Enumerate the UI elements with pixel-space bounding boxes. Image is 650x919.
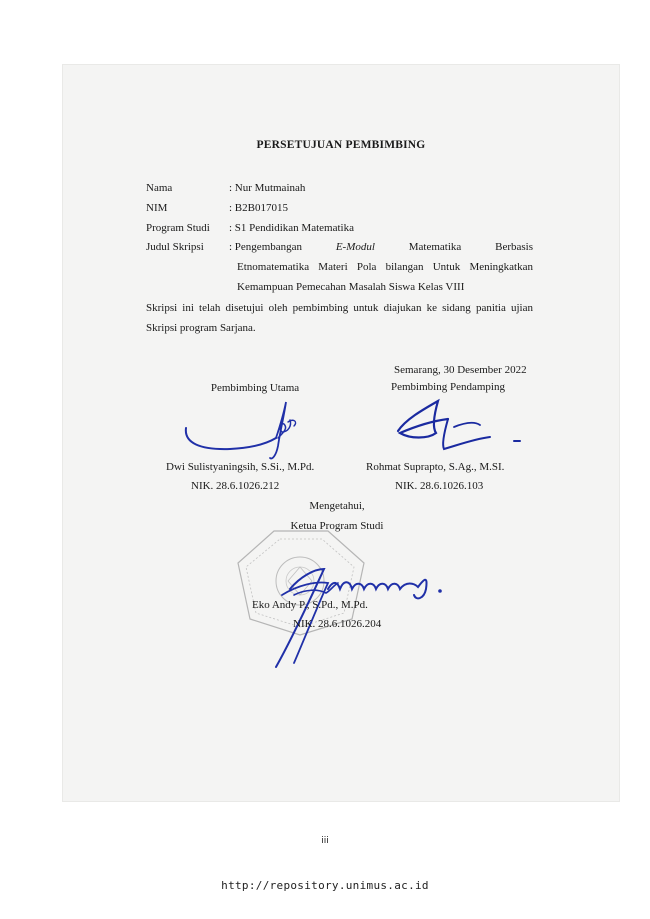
thesis-title-line-2: Etnomatematika Materi Pola bilangan Untuk Meningkatkan bbox=[237, 261, 533, 273]
thesis-title-word-2: E-Modul bbox=[335, 241, 375, 253]
field-label-nama: Nama bbox=[146, 182, 173, 194]
thesis-title-line-3: Kemampuan Pemecahan Masalah Siswa Kelas VIII bbox=[237, 281, 465, 293]
field-value-nama: : Nur Mutmainah bbox=[229, 182, 306, 194]
place-date: Semarang, 30 Desember 2022 bbox=[394, 364, 527, 376]
signature-main-advisor bbox=[180, 398, 330, 462]
field-label-judul: Judul Skripsi bbox=[146, 241, 204, 253]
scanned-page bbox=[62, 64, 620, 802]
acknowledged-label: Mengetahui, bbox=[309, 500, 365, 512]
field-label-nim: NIM bbox=[146, 202, 168, 214]
advisor-main-role: Pembimbing Utama bbox=[210, 382, 300, 394]
thesis-title-line-1 bbox=[229, 240, 533, 254]
approval-statement-line-1: Skripsi ini telah disetujui oleh pembimbing untuk diajukan ke sidang panitia ujian bbox=[146, 302, 533, 314]
advisor-main-nik: NIK. 28.6.1026.212 bbox=[191, 480, 280, 492]
field-label-prodi: Program Studi bbox=[146, 222, 210, 234]
advisor-main-name: Dwi Sulistyaningsih, S.Si., M.Pd. bbox=[166, 461, 315, 473]
head-role: Ketua Program Studi bbox=[290, 520, 384, 532]
field-value-prodi: : S1 Pendidikan Matematika bbox=[229, 222, 354, 234]
thesis-title-word-4: Berbasis bbox=[495, 241, 533, 253]
head-nik: NIK. 28.6.1026.204 bbox=[293, 618, 382, 630]
advisor-second-nik: NIK. 28.6.1026.103 bbox=[395, 480, 484, 492]
advisor-second-role: Pembimbing Pendamping bbox=[391, 381, 505, 393]
thesis-title-word-1: : Pengembangan bbox=[229, 241, 303, 253]
thesis-title-word-3: Matematika bbox=[408, 241, 462, 253]
document-title: PERSETUJUAN PEMBIMBING bbox=[256, 139, 426, 151]
advisor-second-name: Rohmat Suprapto, S.Ag., M.SI. bbox=[366, 461, 505, 473]
repository-url[interactable]: http://repository.unimus.ac.id bbox=[221, 879, 429, 892]
signature-second-advisor bbox=[384, 393, 534, 463]
page-number: iii bbox=[321, 836, 329, 846]
field-value-nim: : B2B017015 bbox=[229, 202, 288, 214]
signature-head-program bbox=[258, 555, 458, 675]
approval-statement-line-2: Skripsi program Sarjana. bbox=[146, 322, 256, 334]
head-name: Eko Andy P., S.Pd., M.Pd. bbox=[252, 599, 368, 611]
